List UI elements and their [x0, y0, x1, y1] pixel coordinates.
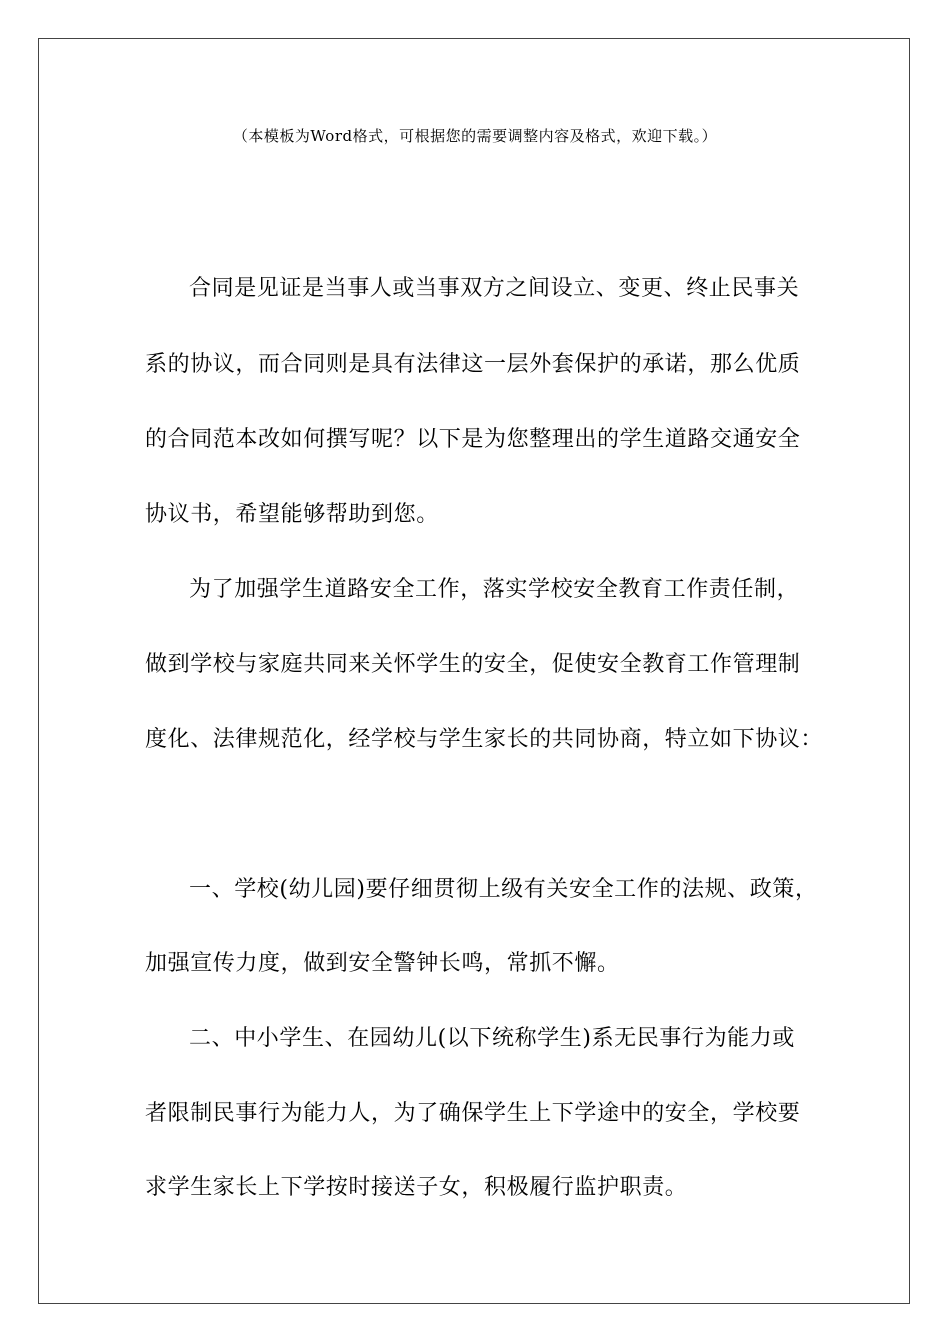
clause-2-line: 二、中小学生、在园幼儿(以下统称学生)系无民事行为能力或	[189, 1026, 795, 1051]
purpose-line: 做到学校与家庭共同来关怀学生的安全，促使安全教育工作管理制	[145, 652, 801, 677]
template-note: （本模板为Word格式，可根据您的需要调整内容及格式，欢迎下载。）	[232, 127, 718, 145]
clause-1-line: 加强宣传力度，做到安全警钟长鸣，常抓不懈。	[145, 951, 620, 976]
intro-line: 的合同范本改如何撰写呢？以下是为您整理出的学生道路交通安全	[145, 427, 801, 452]
clause-2-line: 者限制民事行为能力人，为了确保学生上下学途中的安全，学校要	[145, 1101, 801, 1126]
intro-line: 合同是见证是当事人或当事双方之间设立、变更、终止民事关	[189, 276, 800, 301]
clause-1-line: 一、学校(幼儿园)要仔细贯彻上级有关安全工作的法规、政策，	[189, 877, 818, 902]
intro-line: 协议书，希望能够帮助到您。	[145, 502, 439, 527]
purpose-line: 度化、法律规范化，经学校与学生家长的共同协商，特立如下协议：	[145, 727, 824, 752]
clause-2-line: 求学生家长上下学按时接送子女，积极履行监护职责。	[145, 1175, 688, 1200]
purpose-line: 为了加强学生道路安全工作，落实学校安全教育工作责任制，	[189, 577, 800, 602]
intro-line: 系的协议，而合同则是具有法律这一层外套保护的承诺，那么优质	[145, 352, 801, 377]
